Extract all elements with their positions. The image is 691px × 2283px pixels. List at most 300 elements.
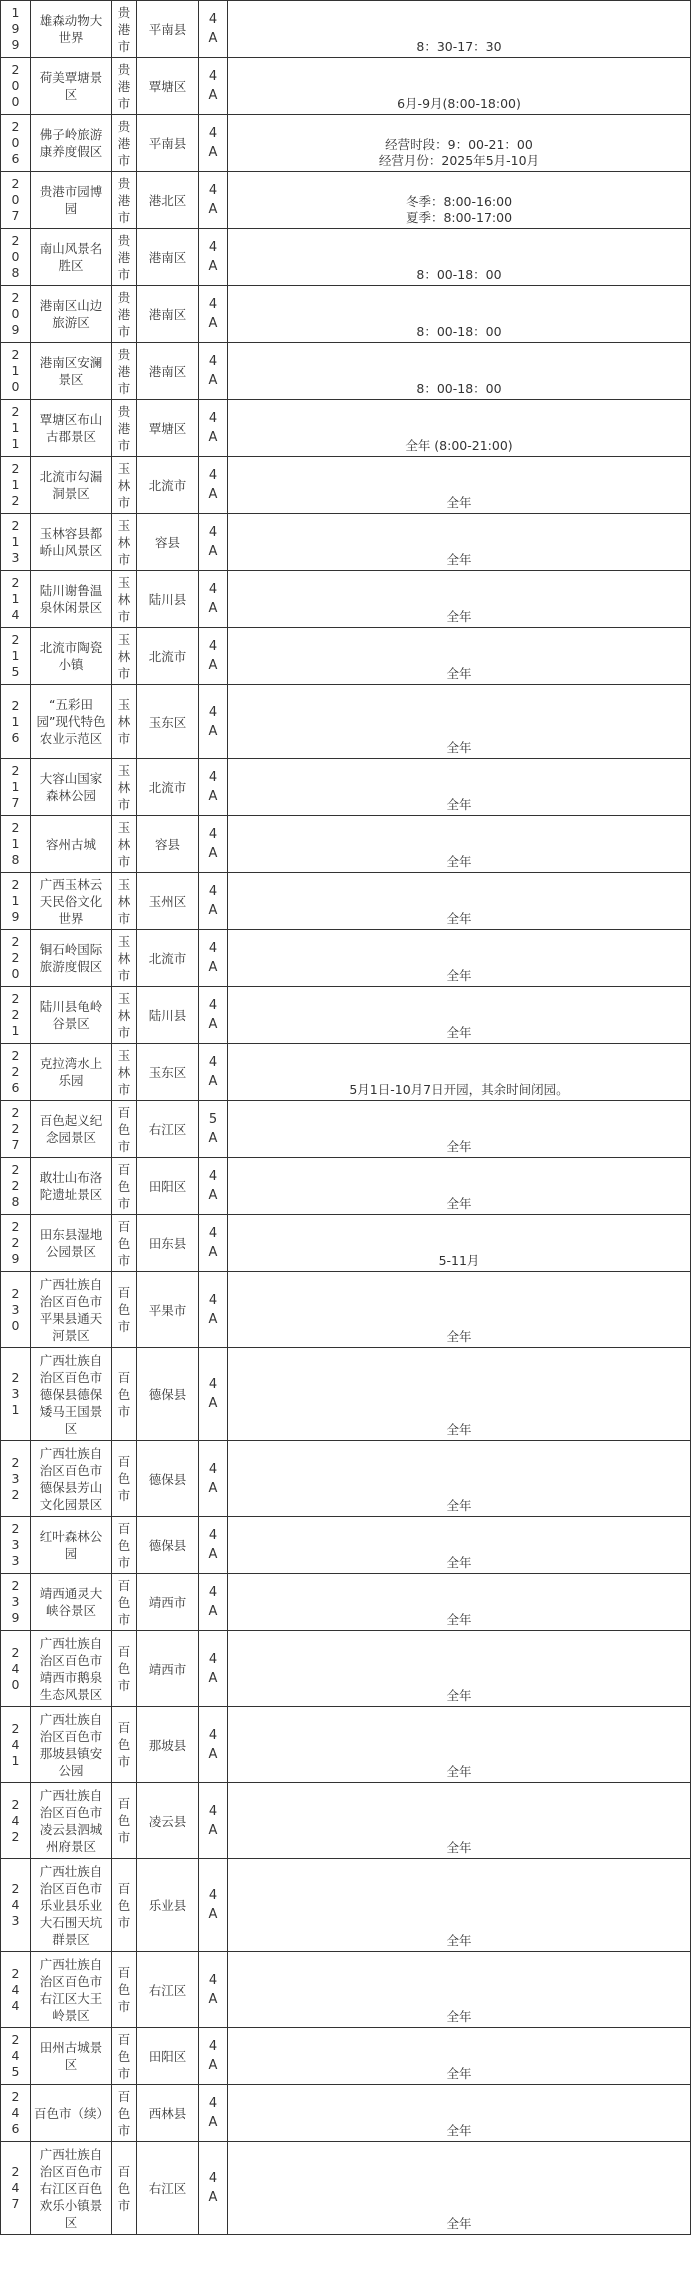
level-cell — [199, 514, 228, 571]
district-cell — [137, 628, 199, 685]
district: 那坡县 — [148, 1737, 187, 1753]
row-number: 233 — [11, 1521, 20, 1568]
opening-hours-cell — [228, 628, 691, 685]
scenic-spot-name-cell — [31, 1517, 112, 1574]
level-cell — [199, 229, 228, 286]
level: 4A — [208, 704, 218, 739]
scenic-spot-name-cell — [31, 1859, 112, 1952]
opening-hours-line: 全年 — [446, 2216, 472, 2231]
level: 4A — [208, 2039, 218, 2073]
opening-hours-cell — [228, 1441, 691, 1517]
district-cell — [137, 172, 199, 229]
district: 北流市 — [148, 951, 187, 966]
district-cell — [137, 816, 199, 873]
level: 4A — [208, 582, 218, 616]
district: 田东县 — [148, 1236, 187, 1251]
opening-hours-line: 全年 — [446, 797, 472, 812]
city-cell — [112, 343, 137, 400]
level-cell — [199, 1348, 228, 1441]
scenic-spot-name-cell — [31, 930, 112, 987]
opening-hours-line: 5月1日-10月7日开园，其余时间闭园。 — [349, 1082, 569, 1097]
scenic-spot-name: 覃塘区布山古郡景区 — [39, 412, 103, 444]
district-cell — [137, 1783, 199, 1859]
row-number-cell — [1, 1783, 31, 1859]
table-row — [1, 987, 691, 1044]
table-row — [1, 457, 691, 514]
scenic-spot-name: 佛子岭旅游康养度假区 — [39, 127, 103, 159]
row-number-cell — [1, 873, 31, 930]
scenic-spot-name: 田州古城景区 — [39, 2040, 103, 2072]
row-number-cell — [1, 2028, 31, 2085]
city-cell — [112, 172, 137, 229]
district: 玉东区 — [148, 1065, 187, 1080]
scenic-spot-name: 南山风景名胜区 — [39, 241, 103, 273]
city-cell — [112, 286, 137, 343]
opening-hours-line: 5-11月 — [438, 1253, 480, 1268]
scenic-spot-name: 港南区山边旅游区 — [39, 298, 103, 330]
level: 4A — [208, 1169, 218, 1203]
district-cell — [137, 685, 199, 759]
city: 玉林市 — [117, 933, 131, 983]
level-cell — [199, 115, 228, 172]
city: 玉林市 — [117, 460, 131, 510]
scenic-spot-name-cell — [31, 2028, 112, 2085]
row-number: 200 — [11, 62, 20, 109]
row-number-cell — [1, 987, 31, 1044]
district-cell — [137, 987, 199, 1044]
district-cell — [137, 759, 199, 816]
scenic-spot-name-cell — [31, 58, 112, 115]
opening-hours-cell — [228, 1, 691, 58]
city: 玉林市 — [117, 517, 131, 567]
table-row — [1, 1952, 691, 2028]
row-number: 230 — [11, 1285, 20, 1333]
city-cell — [112, 759, 137, 816]
opening-hours-line: 全年 — [446, 1555, 472, 1570]
district-cell — [137, 873, 199, 930]
city: 贵港市 — [117, 289, 131, 339]
scenic-spot-name-cell — [31, 229, 112, 286]
city-cell — [112, 58, 137, 115]
level-cell — [199, 930, 228, 987]
district: 港南区 — [148, 307, 187, 322]
district: 西林县 — [148, 2106, 187, 2121]
opening-hours-line: 全年 — [446, 740, 472, 755]
district-cell — [137, 1707, 199, 1783]
opening-hours-line: 全年 — [446, 2123, 472, 2138]
row-number: 226 — [11, 1048, 20, 1095]
city: 玉林市 — [117, 631, 131, 681]
table-row — [1, 1044, 691, 1101]
level-cell — [199, 628, 228, 685]
city-cell — [112, 1158, 137, 1215]
district-cell — [137, 1859, 199, 1952]
row-number-cell — [1, 1215, 31, 1272]
level: 4A — [208, 2096, 218, 2130]
opening-hours-cell — [228, 759, 691, 816]
level-cell — [199, 172, 228, 229]
scenic-spot-name-cell — [31, 1441, 112, 1517]
level-cell — [199, 1859, 228, 1952]
scenic-spot-name: 大容山国家森林公园 — [39, 771, 103, 803]
scenic-spot-name-cell — [31, 816, 112, 873]
district: 港北区 — [148, 193, 187, 208]
opening-hours-cell — [228, 286, 691, 343]
level-cell — [199, 1952, 228, 2028]
row-number: 228 — [11, 1162, 20, 1209]
row-number: 227 — [11, 1105, 20, 1152]
row-number-cell — [1, 457, 31, 514]
scenic-spot-name: 百色市（续） — [34, 2105, 110, 2121]
row-number-cell — [1, 1631, 31, 1707]
scenic-spot-name: 北流市勾漏洞景区 — [39, 469, 103, 501]
district-cell — [137, 1574, 199, 1631]
district-cell — [137, 1441, 199, 1517]
level-cell — [199, 685, 228, 759]
table-row — [1, 172, 691, 229]
city-cell — [112, 1, 137, 58]
city: 百色市 — [117, 1104, 131, 1154]
level: 4A — [208, 2171, 218, 2205]
city-cell — [112, 1272, 137, 1348]
level: 4A — [208, 1651, 218, 1686]
opening-hours-line: 经营月份：2025年5月-10月 — [378, 153, 540, 168]
district-cell — [137, 400, 199, 457]
table-row — [1, 2085, 691, 2142]
scenic-spot-name: 雄森动物大世界 — [39, 13, 103, 45]
opening-hours-line: 全年 — [446, 1196, 472, 1211]
level-cell — [199, 987, 228, 1044]
district: 平南县 — [148, 136, 187, 151]
table-row — [1, 1272, 691, 1348]
district-cell — [137, 115, 199, 172]
city-cell — [112, 1859, 137, 1952]
table-row — [1, 1517, 691, 1574]
table-row — [1, 229, 691, 286]
row-number-cell — [1, 930, 31, 987]
level-cell — [199, 1783, 228, 1859]
scenic-spot-name-cell — [31, 1158, 112, 1215]
opening-hours-line: 6月-9月(8:00-18:00) — [397, 96, 521, 111]
city: 贵港市 — [117, 4, 131, 54]
scenic-spot-name: 容州古城 — [45, 836, 96, 852]
district: 靖西市 — [148, 1595, 187, 1610]
city: 百色市 — [117, 1369, 131, 1419]
row-number-cell — [1, 1441, 31, 1517]
opening-hours-cell — [228, 571, 691, 628]
row-number-cell — [1, 1272, 31, 1348]
level-cell — [199, 1044, 228, 1101]
opening-hours-line: 全年 — [446, 495, 472, 510]
row-number: 219 — [11, 877, 20, 924]
scenic-spot-name: 铜石岭国际旅游度假区 — [39, 942, 103, 974]
opening-hours-cell — [228, 115, 691, 172]
city-cell — [112, 1707, 137, 1783]
district: 容县 — [154, 535, 180, 550]
row-number: 242 — [11, 1796, 20, 1844]
district: 平果市 — [148, 1302, 187, 1318]
city-cell — [112, 115, 137, 172]
city: 贵港市 — [117, 175, 131, 225]
scenic-spot-name-cell — [31, 115, 112, 172]
district: 港南区 — [148, 364, 187, 379]
row-number-cell — [1, 115, 31, 172]
level: 4A — [208, 525, 218, 559]
level: 4A — [208, 1585, 218, 1619]
scenic-spot-name: 克拉湾水上乐园 — [39, 1056, 103, 1088]
level: 4A — [208, 639, 218, 673]
city: 贵港市 — [117, 118, 131, 168]
opening-hours-cell — [228, 685, 691, 759]
opening-hours-cell — [228, 457, 691, 514]
city: 玉林市 — [117, 990, 131, 1040]
opening-hours-line: 全年 — [446, 1933, 472, 1948]
scenic-spot-name-cell — [31, 1952, 112, 2028]
district: 乐业县 — [148, 1898, 187, 1913]
scenic-spot-name-cell — [31, 343, 112, 400]
scenic-spot-name: 广西壮族自治区百色市那坡县镇安公园 — [39, 1711, 103, 1778]
row-number-cell — [1, 628, 31, 685]
level: 4A — [208, 1528, 218, 1562]
scenic-spot-name-cell — [31, 759, 112, 816]
level: 4A — [208, 1226, 218, 1260]
scenic-spot-name-cell — [31, 1044, 112, 1101]
district-cell — [137, 286, 199, 343]
table-row — [1, 1574, 691, 1631]
row-number: 220 — [11, 934, 20, 981]
level-cell — [199, 1158, 228, 1215]
scenic-spot-name-cell — [31, 1574, 112, 1631]
scenic-spot-name-cell — [31, 1631, 112, 1707]
district-cell — [137, 1, 199, 58]
level-cell — [199, 1574, 228, 1631]
scenic-spot-name-cell — [31, 286, 112, 343]
city-cell — [112, 1101, 137, 1158]
level: 4A — [208, 1727, 218, 1762]
district: 德保县 — [148, 1471, 187, 1487]
row-number-cell — [1, 685, 31, 759]
city: 贵港市 — [117, 61, 131, 111]
city-cell — [112, 2142, 137, 2235]
district: 港南区 — [148, 250, 187, 265]
city-cell — [112, 2028, 137, 2085]
opening-hours-line: 全年 (8:00-21:00) — [405, 438, 513, 453]
table-row — [1, 400, 691, 457]
table-row — [1, 1859, 691, 1952]
district-cell — [137, 1348, 199, 1441]
city-cell — [112, 1215, 137, 1272]
row-number-cell — [1, 1574, 31, 1631]
opening-hours-cell — [228, 58, 691, 115]
opening-hours-line: 夏季：8:00-17:00 — [405, 210, 513, 225]
level-cell — [199, 1272, 228, 1348]
table-row — [1, 930, 691, 987]
row-number: 231 — [11, 1370, 20, 1417]
opening-hours-cell — [228, 987, 691, 1044]
row-number-cell — [1, 400, 31, 457]
district-cell — [137, 1517, 199, 1574]
opening-hours-line: 8：00-18：00 — [416, 381, 502, 396]
table-row — [1, 58, 691, 115]
opening-hours-line: 8：00-18：00 — [416, 324, 502, 339]
district: 覃塘区 — [148, 79, 187, 94]
scenic-spot-name: 陆川县龟岭谷景区 — [39, 999, 103, 1031]
row-number: 206 — [11, 119, 20, 166]
opening-hours-line: 全年 — [446, 2066, 472, 2081]
opening-hours-cell — [228, 1044, 691, 1101]
level: 4A — [208, 827, 218, 861]
level-cell — [199, 1, 228, 58]
city: 百色市 — [117, 1720, 131, 1769]
district: 陆川县 — [148, 1008, 187, 1023]
district: 右江区 — [148, 1122, 187, 1137]
district: 玉东区 — [148, 714, 187, 730]
opening-hours-cell — [228, 2028, 691, 2085]
scenic-spot-name: 敢壮山布洛陀遗址景区 — [39, 1170, 103, 1202]
district: 容县 — [154, 837, 180, 852]
city: 百色市 — [117, 2088, 131, 2138]
row-number: 210 — [11, 347, 20, 394]
scenic-spot-name: 玉林容县都峤山风景区 — [39, 526, 103, 558]
opening-hours-cell — [228, 343, 691, 400]
opening-hours-line: 全年 — [446, 854, 472, 869]
scenic-spot-name-cell — [31, 987, 112, 1044]
row-number-cell — [1, 759, 31, 816]
city: 百色市 — [117, 1880, 131, 1930]
district-cell — [137, 58, 199, 115]
row-number-cell — [1, 816, 31, 873]
scenic-spot-name: 红叶森林公园 — [39, 1529, 103, 1561]
row-number-cell — [1, 2085, 31, 2142]
opening-hours-cell — [228, 1783, 691, 1859]
scenic-spot-name: 广西壮族自治区百色市靖西市鹅泉生态风景区 — [39, 1635, 103, 1702]
row-number-cell — [1, 1101, 31, 1158]
district: 北流市 — [148, 649, 187, 664]
district: 靖西市 — [148, 1661, 187, 1677]
district-cell — [137, 2142, 199, 2235]
table-row — [1, 1707, 691, 1783]
city-cell — [112, 628, 137, 685]
opening-hours-line: 全年 — [446, 1840, 472, 1855]
city: 玉林市 — [117, 876, 131, 926]
scenic-spot-name: 靖西通灵大峡谷景区 — [39, 1586, 103, 1618]
district-cell — [137, 571, 199, 628]
row-number: 245 — [11, 2032, 20, 2079]
scenic-spot-name: 百色起义纪念园景区 — [39, 1113, 103, 1145]
level-cell — [199, 286, 228, 343]
scenic-spot-name-cell — [31, 628, 112, 685]
city-cell — [112, 2085, 137, 2142]
opening-hours-cell — [228, 514, 691, 571]
scenic-spot-name-cell — [31, 1, 112, 58]
scenic-spot-name: 田东县湿地公园景区 — [39, 1227, 103, 1259]
district-cell — [137, 514, 199, 571]
opening-hours-cell — [228, 1707, 691, 1783]
table-row — [1, 115, 691, 172]
opening-hours-line: 全年 — [446, 552, 472, 567]
scenic-spot-name: 广西壮族自治区百色市右江区百色欢乐小镇景区 — [39, 2146, 103, 2230]
city-cell — [112, 930, 137, 987]
city-cell — [112, 457, 137, 514]
district-cell — [137, 1272, 199, 1348]
level-cell — [199, 1101, 228, 1158]
city: 百色市 — [117, 1285, 131, 1334]
city: 百色市 — [117, 2163, 131, 2213]
opening-hours-cell — [228, 1158, 691, 1215]
city: 百色市 — [117, 1644, 131, 1693]
level-cell — [199, 759, 228, 816]
scenic-spot-name: 北流市陶瓷小镇 — [39, 640, 103, 672]
row-number-cell — [1, 1158, 31, 1215]
level-cell — [199, 457, 228, 514]
scenic-spot-name: “五彩田园”现代特色农业示范区 — [36, 697, 106, 746]
district: 右江区 — [148, 1982, 187, 1998]
city: 玉林市 — [117, 762, 131, 812]
district: 北流市 — [148, 780, 187, 795]
opening-hours-cell — [228, 2085, 691, 2142]
row-number-cell — [1, 1044, 31, 1101]
district-cell — [137, 930, 199, 987]
city: 贵港市 — [117, 346, 131, 396]
city-cell — [112, 1044, 137, 1101]
city-cell — [112, 1517, 137, 1574]
row-number-cell — [1, 58, 31, 115]
district: 北流市 — [148, 478, 187, 493]
opening-hours-line: 全年 — [446, 1764, 472, 1779]
table-row — [1, 1441, 691, 1517]
level: 4A — [208, 468, 218, 502]
level: 4A — [208, 998, 218, 1032]
table-row — [1, 1348, 691, 1441]
table-row — [1, 873, 691, 930]
row-number: 244 — [11, 1965, 20, 2013]
scenic-spot-name-cell — [31, 1272, 112, 1348]
opening-hours-line: 全年 — [446, 1688, 472, 1703]
city: 玉林市 — [117, 819, 131, 869]
district-cell — [137, 2028, 199, 2085]
level: 4A — [208, 941, 218, 975]
district: 德保县 — [148, 1387, 187, 1402]
opening-hours-line: 8：30-17：30 — [416, 39, 502, 54]
scenic-spot-name: 广西壮族自治区百色市德保县德保矮马王国景区 — [39, 1352, 103, 1436]
scenic-spot-name-cell — [31, 2142, 112, 2235]
district-cell — [137, 1044, 199, 1101]
row-number-cell — [1, 1859, 31, 1952]
city-cell — [112, 1441, 137, 1517]
row-number: 247 — [11, 2164, 20, 2211]
row-number: 241 — [11, 1720, 20, 1768]
opening-hours-line: 8：00-18：00 — [416, 267, 502, 282]
scenic-spot-name-cell — [31, 172, 112, 229]
level-cell — [199, 571, 228, 628]
table-row — [1, 1215, 691, 1272]
level: 4A — [208, 411, 218, 445]
district: 凌云县 — [148, 1813, 187, 1829]
level: 4A — [208, 1461, 218, 1496]
level: 4A — [208, 354, 218, 388]
scenic-spot-name: 广西壮族自治区百色市乐业县乐业大石围天坑群景区 — [39, 1863, 103, 1947]
district: 田阳区 — [148, 2049, 187, 2064]
scenic-spot-name: 港南区安澜景区 — [39, 355, 103, 387]
city-cell — [112, 987, 137, 1044]
row-number-cell — [1, 1707, 31, 1783]
row-number-cell — [1, 2142, 31, 2235]
opening-hours-cell — [228, 229, 691, 286]
level: 4A — [208, 770, 218, 804]
opening-hours-line: 全年 — [446, 968, 472, 983]
city: 百色市 — [117, 1965, 131, 2014]
opening-hours-line: 全年 — [446, 609, 472, 624]
